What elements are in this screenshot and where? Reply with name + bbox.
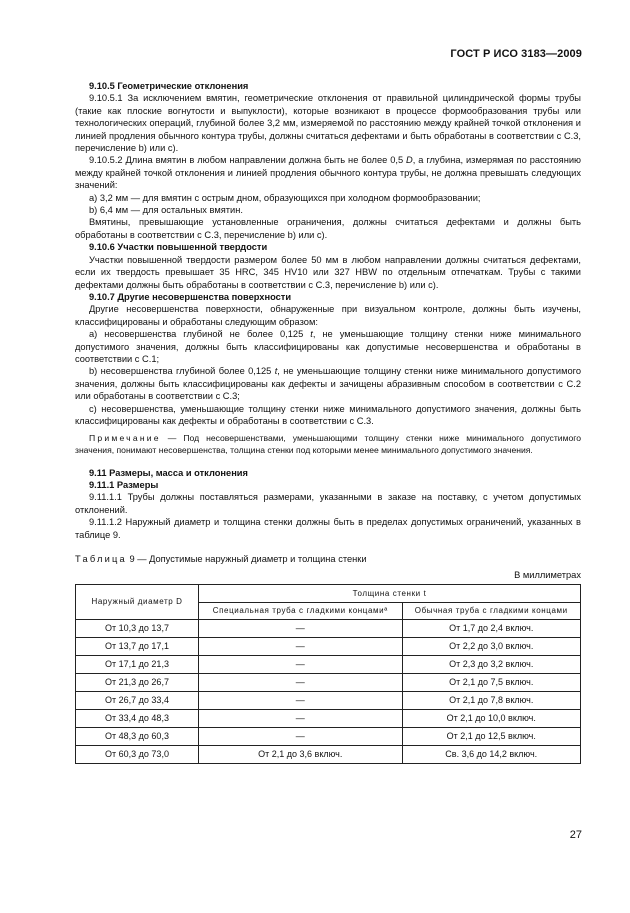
cell-special-thickness: —	[199, 619, 403, 637]
note-text: — Под несовершенствами, уменьшающими толщину стенки ниже минимального допустимого значения, понимают несовершенства, толщина стенки под которыми менее минимального допустимого значения.	[75, 433, 581, 455]
table-row	[76, 673, 581, 691]
table-row	[76, 637, 581, 655]
table-row	[76, 745, 581, 763]
paragraph-text: , не уменьшающие толщину стенки ниже минимального допустимого значения, должны быть классифицированы как дефекты и зачищены абразивным способом в соответствии с С.2 или обработаны в соответствии с С.3;	[75, 366, 581, 402]
list-item-b: b) 6,4 мм — для остальных вмятин.	[89, 205, 243, 216]
list-item-c: с) несовершенства, уменьшающие толщину стенки ниже минимального допустимого значения, должны быть классифицированы как дефекты и обработаны в соответствии с С.3.	[75, 403, 581, 426]
cell-diameter: От 60,3 до 73,0	[76, 745, 199, 763]
cell-special-thickness: —	[199, 655, 403, 673]
table-body	[76, 619, 581, 763]
list-item-b	[75, 365, 581, 402]
column-header-thickness: Толщина стенки t	[199, 584, 581, 602]
list-item-a	[75, 328, 581, 365]
paragraph-text: 9.10.5.2 Длина вмятин в любом направлении должна быть не более 0,5	[89, 155, 407, 166]
variable-t: t	[274, 366, 278, 377]
column-header-special-pipe: Специальная труба с гладкими концамиª	[199, 602, 403, 619]
note	[75, 433, 581, 456]
cell-diameter: От 21,3 до 26,7	[76, 673, 199, 691]
cell-special-thickness: —	[199, 727, 403, 745]
list-item-a: а) 3,2 мм — для вмятин с острым дном, образующихся при холодном формообразовании;	[89, 192, 481, 203]
cell-regular-thickness: От 2,1 до 10,0 включ.	[402, 709, 581, 727]
cell-regular-thickness: От 1,7 до 2,4 включ.	[402, 619, 581, 637]
section-heading-9-11-1: 9.11.1 Размеры	[89, 479, 159, 490]
page-number: 27	[569, 829, 582, 841]
cell-diameter: От 48,3 до 60,3	[76, 727, 199, 745]
column-header-regular-pipe: Обычная труба с гладкими концами	[402, 602, 581, 619]
section-heading-9-10-7: 9.10.7 Другие несовершенства поверхности	[89, 291, 292, 302]
page-content	[75, 80, 581, 764]
cell-special-thickness: От 2,1 до 3,6 включ.	[199, 745, 403, 763]
paragraph-text: , а глубина, измерямая по расстоянию между крайней точкой отклонения и линией продления обычного контура трубы, не должна превышать следующих значений:	[75, 155, 582, 191]
cell-special-thickness: —	[199, 691, 403, 709]
section-heading-9-10-5: 9.10.5 Геометрические отклонения	[89, 81, 249, 91]
variable-d: D	[406, 155, 413, 166]
column-header-diameter: Наружный диаметр D	[76, 584, 199, 619]
cell-diameter: От 33,4 до 48,3	[76, 709, 199, 727]
table-caption	[75, 553, 581, 565]
section-heading-9-10-6: 9.10.6 Участки повышенной твердости	[89, 242, 268, 253]
cell-regular-thickness: Св. 3,6 до 14,2 включ.	[402, 745, 581, 763]
note-label: Примечание	[89, 433, 161, 444]
table-row	[76, 727, 581, 745]
paragraph-text: b) несовершенства глубиной более 0,125	[89, 366, 275, 377]
cell-regular-thickness: От 2,3 до 3,2 включ.	[402, 655, 581, 673]
table-header-row	[76, 584, 581, 602]
paragraph-text: а) несовершенства глубиной не более 0,125	[89, 329, 311, 340]
cell-regular-thickness: От 2,2 до 3,0 включ.	[402, 637, 581, 655]
paragraph-dents-defects: Вмятины, превышающие установленные ограничения, должны считаться дефектами и должны быть обработаны в соответствии с С.3, перечисление b) или с).	[75, 217, 581, 240]
paragraph-9-11-1-2: 9.11.1.2 Наружный диаметр и толщина стенки должны быть в пределах допустимых ограничений, указанных в таблице 9.	[75, 517, 581, 540]
table-row	[76, 709, 581, 727]
cell-special-thickness: —	[199, 637, 403, 655]
table-caption-label: Таблица	[75, 554, 127, 564]
cell-regular-thickness: От 2,1 до 7,8 включ.	[402, 691, 581, 709]
paragraph-9-10-6: Участки повышенной твердости размером более 50 мм в любом направлении должны считаться дефектами, если их твердость превышает 35 HRC, 345 HV10 или 327 HBW по отдельным отпечаткам. Трубы с такими дефектами должны быть обработаны в соответствии с С.3, перечисление b) или с).	[75, 254, 581, 290]
document-header: ГОСТ Р ИСО 3183—2009	[450, 48, 582, 60]
paragraph-9-11-1-1: 9.11.1.1 Трубы должны поставляться размерами, указанными в заказе на поставку, с учетом допустимых отклонений.	[75, 492, 581, 515]
table-row	[76, 619, 581, 637]
paragraph-9-10-5-2	[75, 154, 581, 191]
cell-special-thickness: —	[199, 709, 403, 727]
cell-diameter: От 13,7 до 17,1	[76, 637, 199, 655]
cell-diameter: От 10,3 до 13,7	[76, 619, 199, 637]
cell-regular-thickness: От 2,1 до 12,5 включ.	[402, 727, 581, 745]
table-units: В миллиметрах	[514, 570, 581, 581]
table-header	[76, 584, 581, 619]
cell-diameter: От 17,1 до 21,3	[76, 655, 199, 673]
table-row	[76, 691, 581, 709]
section-heading-9-11: 9.11 Размеры, масса и отклонения	[89, 467, 248, 478]
cell-special-thickness: —	[199, 673, 403, 691]
variable-t: t	[310, 329, 313, 340]
paragraph-9-10-5-1: 9.10.5.1 За исключением вмятин, геометрические отклонения от правильной цилиндрической формы трубы (такие как плоские вогнутости и выпуклости), которые возникают в процессе формообразования трубы или технологических операций, глубиной более 3,2 мм, измеряемой по расстоянию между крайней точкой отклонения и линией продления обычного контура трубы, должны считаться дефектами и быть обработаны в соответствии с С.3, перечисление b) или с).	[75, 93, 581, 154]
paragraph-text: , не уменьшающие толщину стенки ниже минимального допустимого значения, должны быть классифицированы как допустимые несовершенства и обработаны в соответствии с С.1;	[75, 329, 581, 364]
cell-diameter: От 26,7 до 33,4	[76, 691, 199, 709]
table-caption-text: 9 — Допустимые наружный диаметр и толщина стенки	[126, 554, 367, 564]
paragraph-9-10-7: Другие несовершенства поверхности, обнаруженные при визуальном контроле, должны быть изучены, классифицированы и обработаны следующим образом:	[75, 304, 581, 327]
table-row	[76, 655, 581, 673]
cell-regular-thickness: От 2,1 до 7,5 включ.	[402, 673, 581, 691]
table-9	[75, 584, 581, 764]
